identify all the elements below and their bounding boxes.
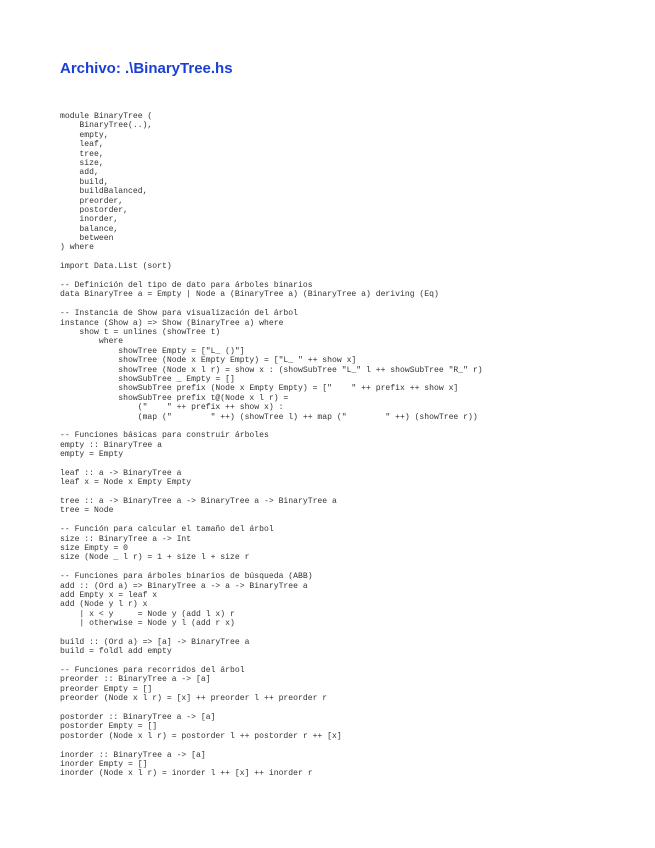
code-line: preorder (Node x l r) = [x] ++ preorder l ++ preorder r bbox=[60, 694, 328, 704]
code-line: leaf, bbox=[60, 140, 104, 150]
code-line: buildBalanced, bbox=[60, 187, 148, 197]
code-line: tree, bbox=[60, 149, 104, 159]
code-line: | otherwise = Node y l (add r x) bbox=[60, 619, 235, 629]
code-line: (" " ++ prefix ++ show x) : bbox=[60, 403, 284, 413]
code-line: inorder (Node x l r) = inorder l ++ [x] ++ inorder r bbox=[60, 769, 313, 779]
code-line: showTree (Node x Empty Empty) = ["L_ " ++ show x] bbox=[60, 356, 357, 366]
code-line: preorder :: BinaryTree a -> [a] bbox=[60, 675, 211, 685]
code-line bbox=[60, 657, 483, 666]
code-line bbox=[60, 704, 483, 713]
code-block bbox=[60, 112, 483, 779]
code-line bbox=[60, 422, 483, 431]
code-line: (map (" " ++) (showTree l) ++ map (" " ++) (showTree r)) bbox=[60, 412, 478, 422]
code-line: leaf :: a -> BinaryTree a bbox=[60, 468, 182, 478]
code-line: import Data.List (sort) bbox=[60, 262, 172, 272]
code-line: build = foldl add empty bbox=[60, 647, 172, 657]
code-line bbox=[60, 563, 483, 572]
code-line: data BinaryTree a = Empty | Node a (BinaryTree a) (BinaryTree a) deriving (Eq) bbox=[60, 290, 439, 300]
code-line bbox=[60, 272, 483, 281]
code-line bbox=[60, 628, 483, 637]
code-line: showSubTree prefix (Node x Empty Empty) = [" " ++ prefix ++ show x] bbox=[60, 384, 459, 394]
code-line bbox=[60, 741, 483, 750]
code-line: inorder :: BinaryTree a -> [a] bbox=[60, 750, 206, 760]
code-line bbox=[60, 253, 483, 262]
code-line: empty :: BinaryTree a bbox=[60, 440, 162, 450]
code-line bbox=[60, 459, 483, 468]
code-line: inorder, bbox=[60, 215, 119, 225]
code-line: postorder (Node x l r) = postorder l ++ postorder r ++ [x] bbox=[60, 731, 342, 741]
code-line: build, bbox=[60, 177, 109, 187]
code-line: size (Node _ l r) = 1 + size l + size r bbox=[60, 553, 250, 563]
code-line: leaf x = Node x Empty Empty bbox=[60, 478, 192, 488]
code-line: build :: (Ord a) => [a] -> BinaryTree a bbox=[60, 637, 250, 647]
code-line: balance, bbox=[60, 224, 119, 234]
code-line: tree = Node bbox=[60, 506, 114, 516]
code-line bbox=[60, 300, 483, 309]
code-line: size :: BinaryTree a -> Int bbox=[60, 534, 192, 544]
code-line: BinaryTree(..), bbox=[60, 121, 153, 131]
code-line bbox=[60, 516, 483, 525]
code-line: add :: (Ord a) => BinaryTree a -> a -> BinaryTree a bbox=[60, 581, 308, 591]
code-line: preorder Empty = [] bbox=[60, 684, 153, 694]
code-line: empty = Empty bbox=[60, 450, 124, 460]
code-line: where bbox=[60, 337, 124, 347]
code-line: -- Función para calcular el tamaño del árbol bbox=[60, 525, 274, 535]
code-line: -- Funciones para recorridos del árbol bbox=[60, 666, 245, 676]
code-line: instance (Show a) => Show (BinaryTree a) where bbox=[60, 318, 284, 328]
code-line: -- Definición del tipo de dato para árboles binarios bbox=[60, 281, 313, 291]
code-line: preorder, bbox=[60, 196, 124, 206]
code-line: empty, bbox=[60, 130, 109, 140]
code-line: showTree (Node x l r) = show x : (showSubTree "L_" l ++ showSubTree "R_" r) bbox=[60, 365, 483, 375]
code-line: | x < y = Node y (add l x) r bbox=[60, 609, 235, 619]
code-line: postorder :: BinaryTree a -> [a] bbox=[60, 713, 216, 722]
code-line: showSubTree _ Empty = [] bbox=[60, 374, 235, 384]
code-line: between bbox=[60, 234, 114, 244]
code-line: inorder Empty = [] bbox=[60, 759, 148, 769]
code-line: size, bbox=[60, 158, 104, 168]
code-line: tree :: a -> BinaryTree a -> BinaryTree a -> BinaryTree a bbox=[60, 497, 337, 507]
code-line: postorder Empty = [] bbox=[60, 722, 158, 732]
code-line: postorder, bbox=[60, 205, 128, 215]
code-line: -- Funciones para árboles binarios de búsqueda (ABB) bbox=[60, 572, 313, 582]
page-title: Archivo: .\BinaryTree.hs bbox=[60, 60, 233, 77]
code-line: showTree Empty = ["L_ ()"] bbox=[60, 346, 245, 356]
code-line: add Empty x = leaf x bbox=[60, 590, 158, 600]
code-line: ) where bbox=[60, 243, 94, 253]
code-line: add (Node y l r) x bbox=[60, 600, 148, 610]
code-line: showSubTree prefix t@(Node x l r) = bbox=[60, 393, 289, 403]
code-line: -- Funciones básicas para construir árboles bbox=[60, 431, 269, 441]
code-line bbox=[60, 488, 483, 497]
code-line: add, bbox=[60, 168, 99, 178]
code-line: module BinaryTree ( bbox=[60, 112, 153, 121]
code-line: size Empty = 0 bbox=[60, 543, 128, 553]
code-line: -- Instancia de Show para visualización del árbol bbox=[60, 309, 298, 319]
code-line: show t = unlines (showTree t) bbox=[60, 327, 221, 337]
